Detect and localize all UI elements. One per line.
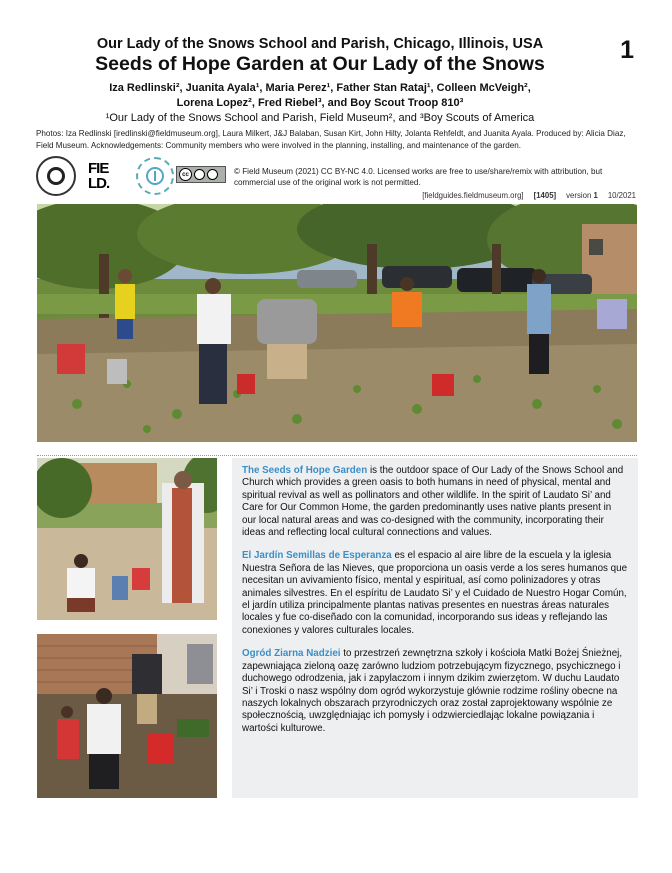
field-logo-line-1: FIE xyxy=(88,160,109,177)
authors-line-2: Lorena Lopez², Fred Riebel³, and Boy Scout Troop 810³ xyxy=(176,97,464,109)
authors-line-1: Iza Redlinski², Juanita Ayala¹, Maria Perez¹, Father Stan Rataj¹, Colleen McVeigh², xyxy=(109,82,531,94)
cc-license-icon[interactable] xyxy=(176,166,226,183)
english-lead: The Seeds of Hope Garden xyxy=(242,465,368,476)
spanish-body: es el espacio al aire libre de la escuela y la iglesia Nuestra Señora de las Nieves, que proporciona un oasis verde a los seres humanos que necesitan un avivamiento físico, mental y espiritual, así como polinizadores y otras animales silvestres. En el espíritu de Laudato Si’ y el Cuidado de Nuestro Hogar Común, el jardín utiliza principalmente plantas nativas presentes en nuestras áreas naturales locales y fue co-diseñado con la comunidad, incorporando sus ideas y reflejando las conexiones y valores culturales locales. xyxy=(242,550,628,636)
guide-id: [1405] xyxy=(533,191,557,200)
polish-body: to przestrzeń zewnętrzna szkoły i kościoła Matki Bożej Śnieżnej, zapewniająca zieloną oazę zarówno ludziom potrzebującym fizycznego, psychicznego i duchowego odrodzenia, jak i zapylaczom i innym dzikim zwierzętom. W duchu Laudato Si’ i Troski o nasz wspólny dom ogród wykorzystuje głównie rodzime rośliny obecne na naszych lokalnych obszarach przyrodniczych oraz został zaprojektowany wspólnie ze społecznością, uwzględniając ich pomysły i odzwierciedlając lokalne powiązania i wartości kulturowe. xyxy=(242,648,623,734)
field-museum-logo xyxy=(88,157,126,195)
scouts-planting-photo xyxy=(37,634,217,798)
parish-logo-icon xyxy=(36,156,76,196)
page-title: Seeds of Hope Garden at Our Lady of the Snows xyxy=(95,53,545,75)
license-text: © Field Museum (2021) CC BY-NC 4.0. Licensed works are free to use/share/remix with attribution, but commercial use of the original work is not permitted. xyxy=(234,167,603,187)
photo-credits: Photos: Iza Redlinski [iredlinski@fieldmuseum.org], Laura Milkert, J&J Balaban, Susan Kirt, John Hilty, Jolanta Rehfeldt, and Juanita Ayala. Produced by: Alicia Diaz, Field Museum. Acknowledgements: Community members who were involved in the planning, installing, and maintenance of the garden. xyxy=(36,129,626,150)
guide-date: 10/2021 xyxy=(607,191,636,200)
version xyxy=(566,191,598,200)
english-paragraph xyxy=(242,465,628,539)
by-icon xyxy=(194,169,205,180)
description-panel xyxy=(232,458,638,798)
logos-row xyxy=(36,154,174,198)
spanish-lead: El Jardín Semillas de Esperanza xyxy=(242,550,392,562)
page-subtitle: Our Lady of the Snows School and Parish, Chicago, Illinois, USA xyxy=(96,36,544,52)
authors xyxy=(40,81,600,111)
version-number: 1 xyxy=(593,191,598,200)
site-link[interactable]: [fieldguides.fieldmuseum.org] xyxy=(422,191,524,200)
license-block xyxy=(176,166,634,188)
cc-badge-text: cc xyxy=(179,168,192,181)
english-body: is the outdoor space of Our Lady of the Snows School and Church which provides a green oasis to both humans in need of physical, mental and spiritual revival as well as pollinators and other wildlife. In the spirit of Laudato Si’ and Care for Our Common Home, the garden predominantly uses native plants present in our local natural areas and was co-designed with the community, incorporating their ideas and reflecting local cultural connections and values. xyxy=(242,465,624,539)
header xyxy=(40,36,600,125)
section-divider xyxy=(37,455,637,456)
page-number: 1 xyxy=(620,36,634,64)
polish-lead: Ogród Ziarna Nadziei xyxy=(242,648,341,660)
guide-meta xyxy=(422,191,636,200)
polish-paragraph xyxy=(242,648,628,735)
garden-planting-photo xyxy=(37,204,637,442)
priest-blessing-photo xyxy=(37,458,217,620)
spanish-paragraph xyxy=(242,550,628,637)
nc-icon xyxy=(207,169,218,180)
affiliations: ¹Our Lady of the Snows School and Parish, Field Museum², and ³Boy Scouts of America xyxy=(105,112,535,124)
troop-logo-icon xyxy=(136,157,174,195)
field-logo-line-2: LD. xyxy=(88,175,110,192)
version-label: version xyxy=(566,191,592,200)
